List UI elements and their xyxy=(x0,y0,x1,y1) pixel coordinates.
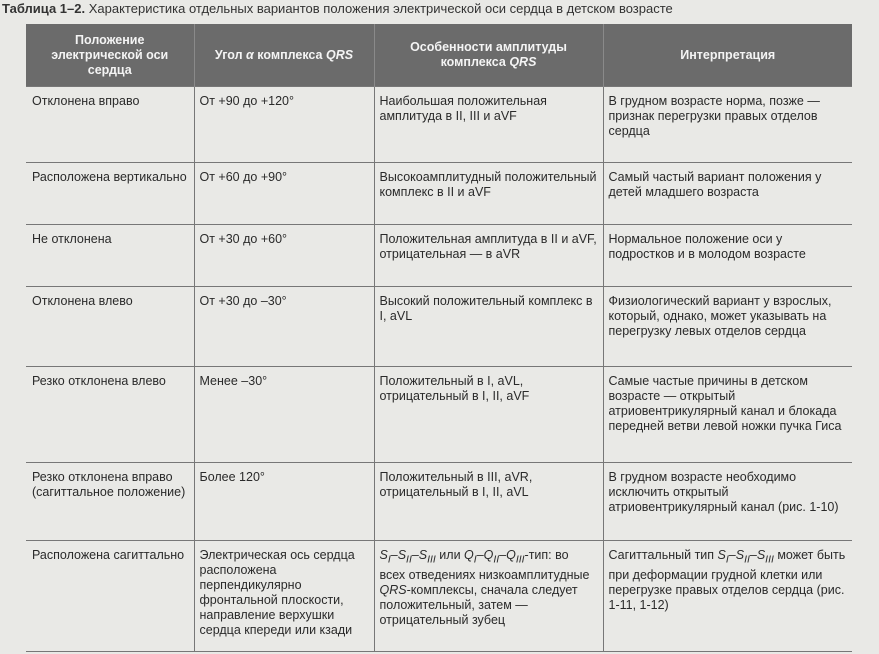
table-row xyxy=(26,87,852,163)
cell-angle: От +30 до –30° xyxy=(194,287,374,367)
cell-interpretation: Нормальное положение оси у подростков и в молодом возрасте xyxy=(603,225,852,287)
cell-position: Не отклонена xyxy=(26,225,194,287)
cell-interpretation: Самые частые причины в детском возрасте — открытый атриовентрикулярный канал и блокада передней ветви левой ножки пучка Гиса xyxy=(603,367,852,463)
cell-position: Расположена вертикально xyxy=(26,163,194,225)
cell-angle: Менее –30° xyxy=(194,367,374,463)
cell-amplitude: Наибольшая положительная амплитуда в II, III и aVF xyxy=(374,87,603,163)
cell-interpretation: Самый частый вариант положения у детей младшего возраста xyxy=(603,163,852,225)
header-position: Положение электрической оси сердца xyxy=(26,24,194,87)
cell-amplitude: Положительный в I, aVL, отрицательный в I, II, aVF xyxy=(374,367,603,463)
cell-interpretation: Сагиттальный тип $S_I-S_{II}-S_{III}$ может быть при деформации грудной клетки или перегрузке правых отделов сердца (рис. 1-11, 1-12) xyxy=(603,541,852,652)
cell-angle: От +60 до +90° xyxy=(194,163,374,225)
caption-text: Характеристика отдельных вариантов положения электрической оси сердца в детском возрасте xyxy=(88,1,673,16)
header-amplitude: Особенности амплитуды комплекса QRS xyxy=(374,24,603,87)
cell-position: Отклонена вправо xyxy=(26,87,194,163)
cell-amplitude: Положительный в III, aVR, отрицательный в I, II, aVL xyxy=(374,463,603,541)
table-row xyxy=(26,541,852,652)
cell-amplitude: $S_I-S_{II}-S_{III}$ или $Q_I-Q_{II}-Q_{III}$-тип: во всех отведениях низкоамплитудные QRS-комплексы, сначала следует положительный, затем — отрицательный зубец xyxy=(374,541,603,652)
cell-position: Отклонена влево xyxy=(26,287,194,367)
cell-angle: От +30 до +60° xyxy=(194,225,374,287)
cell-interpretation: В грудном возрасте норма, позже — признак перегрузки правых отделов сердца xyxy=(603,87,852,163)
cell-amplitude: Высокоамплитудный положительный комплекс в II и aVF xyxy=(374,163,603,225)
header-interpretation: Интерпретация xyxy=(603,24,852,87)
table-row xyxy=(26,163,852,225)
cell-amplitude: Высокий положительный комплекс в I, aVL xyxy=(374,287,603,367)
cell-position: Расположена сагиттально xyxy=(26,541,194,652)
table-row xyxy=(26,225,852,287)
table-row xyxy=(26,367,852,463)
cell-angle: От +90 до +120° xyxy=(194,87,374,163)
cell-amplitude: Положительная амплитуда в II и aVF, отрицательная — в aVR xyxy=(374,225,603,287)
cell-interpretation: В грудном возрасте необходимо исключить открытый атриовентрикулярный канал (рис. 1-10) xyxy=(603,463,852,541)
table-header xyxy=(26,24,852,87)
cell-angle: Более 120° xyxy=(194,463,374,541)
cell-position: Резко отклонена вправо (сагиттальное положение) xyxy=(26,463,194,541)
table-caption xyxy=(2,0,673,20)
cell-position: Резко отклонена влево xyxy=(26,367,194,463)
table-row xyxy=(26,463,852,541)
cell-interpretation: Физиологический вариант у взрослых, который, однако, может указывать на перегрузку левых отделов сердца xyxy=(603,287,852,367)
axis-table xyxy=(26,24,852,652)
table-row xyxy=(26,287,852,367)
caption-label: Таблица 1–2. xyxy=(2,1,86,16)
cell-angle: Электрическая ось сердца расположена перпендикулярно фронтальной плоскости, направление верхушки сердца кпереди или кзади xyxy=(194,541,374,652)
header-angle: Угол α комплекса QRS xyxy=(194,24,374,87)
